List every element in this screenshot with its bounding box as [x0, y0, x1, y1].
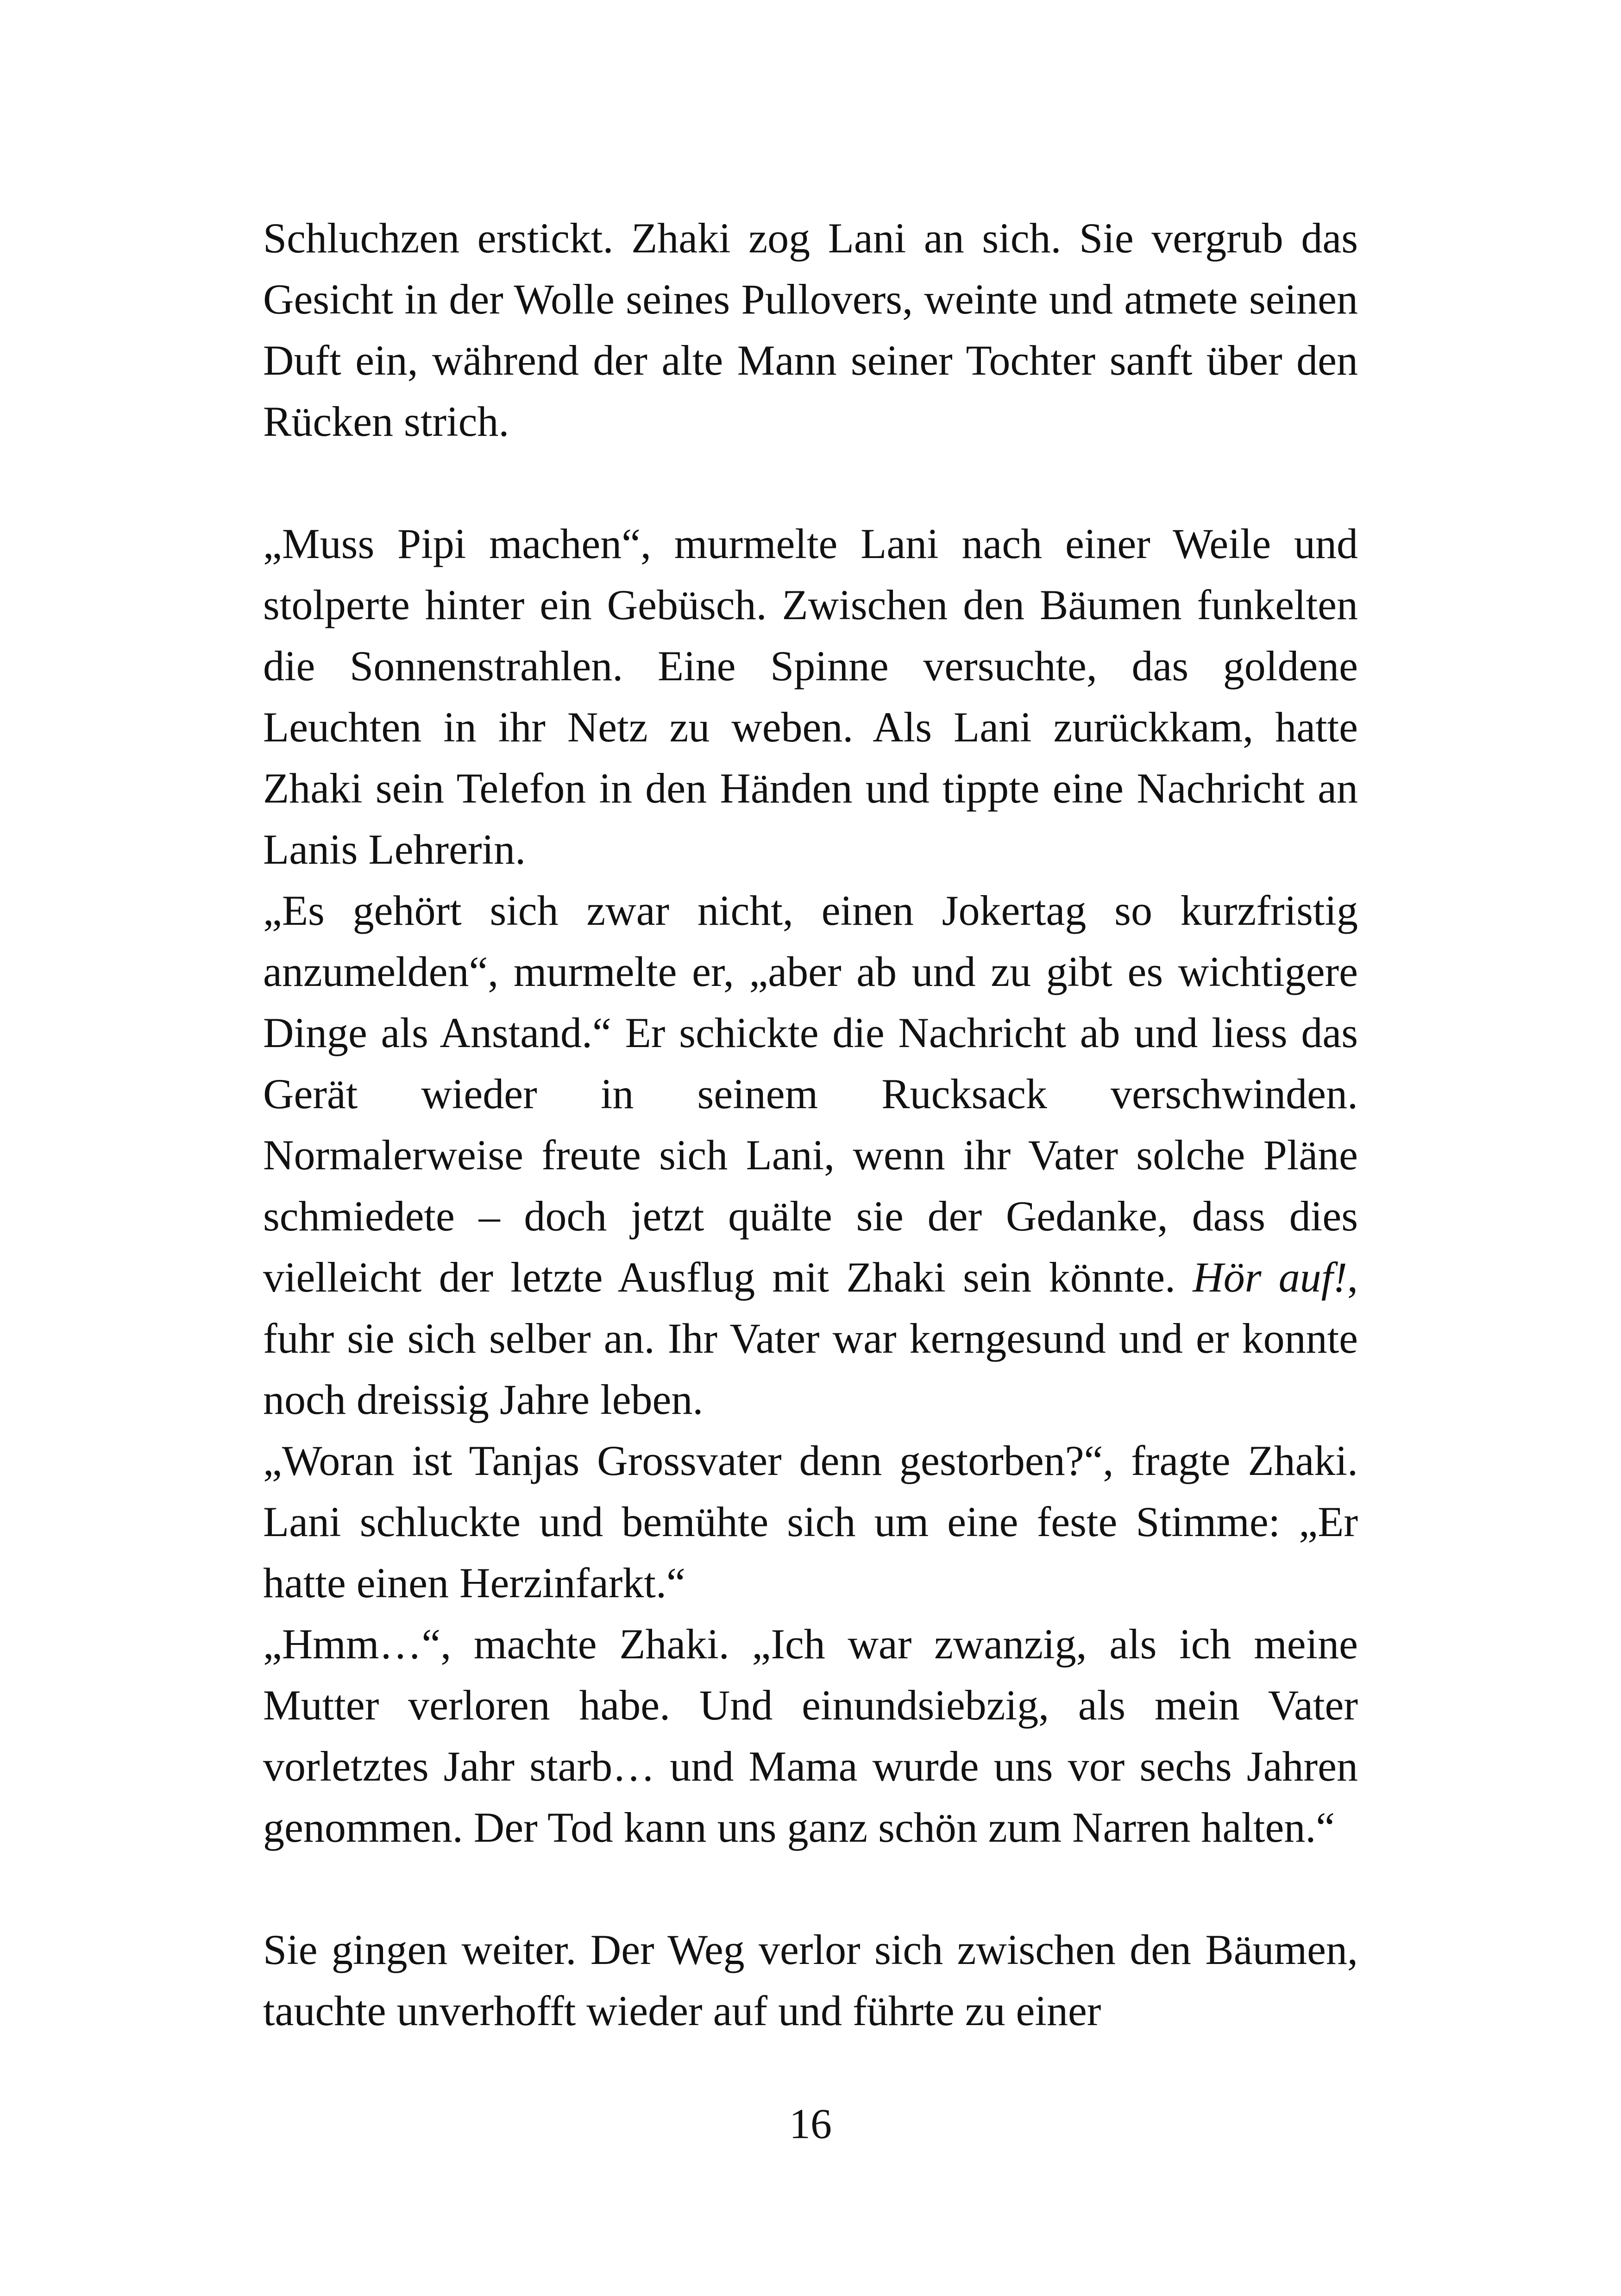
paragraph-5-text: „Hmm…“, machte Zhaki. „Ich war zwanzig, als ich meine Mutter verloren habe. Und einundsiebzig, als mein Vater vorletztes Jahr starb… und Mama wurde uns vor sechs Jahren genommen. Der Tod kann uns ganz schön zum Narren halten.“	[263, 1620, 1358, 1851]
paragraph-1-text: Schluchzen erstickt. Zhaki zog Lani an sich. Sie vergrub das Gesicht in der Wolle seines Pullovers, weinte und atmete seinen Duft ein, während der alte Mann seiner Tochter sanft über den Rücken strich.	[263, 214, 1358, 445]
paragraph-2-text: „Muss Pipi machen“, murmelte Lani nach einer Weile und stolperte hinter ein Gebüsch. Zwischen den Bäumen funkelten die Sonnenstrahlen. Eine Spinne versuchte, das goldene Leuchten in ihr Netz zu weben. Als Lani zurückkam, hatte Zhaki sein Telefon in den Händen und tippte eine Nachricht an Lanis Lehrerin.	[263, 520, 1358, 873]
paragraph-2	[263, 513, 1358, 880]
paragraph-5	[263, 1613, 1358, 1858]
paragraph-3-text-end: , fuhr sie sich selber an. Ihr Vater war kerngesund und er konnte noch dreissig Jahre leben.	[263, 1254, 1358, 1423]
paragraph-3-text-start: „Es gehört sich zwar nicht, einen Jokertag so kurzfristig anzumelden“, murmelte er, „aber ab und zu gibt es wichtigere Dinge als Anstand.“ Er schickte die Nachricht ab und liess das Gerät wieder in seinem Rucksack verschwinden. Normalerweise freute sich Lani, wenn ihr Vater solche Pläne schmiedete – doch jetzt quälte sie der Gedanke, dass dies vielleicht der letzte Ausflug mit Zhaki sein könnte.	[263, 887, 1358, 1301]
paragraph-4-text: „Woran ist Tanjas Grossvater denn gestorben?“, fragte Zhaki. Lani schluckte und bemühte sich um eine feste Stimme: „Er hatte einen Herzinfarkt.“	[263, 1437, 1358, 1606]
paragraph-3-italic-phrase: Hör auf!	[1193, 1254, 1347, 1301]
paragraph-1	[263, 207, 1358, 452]
page-body	[263, 207, 1358, 2041]
paragraph-3	[263, 880, 1358, 1430]
page-number: 16	[789, 2100, 832, 2147]
paragraph-4	[263, 1430, 1358, 1613]
paragraph-6-text: Sie gingen weiter. Der Weg verlor sich zwischen den Bäumen, tauchte unverhofft wieder auf und führte zu einer	[263, 1926, 1358, 2034]
paragraph-6	[263, 1919, 1358, 2041]
